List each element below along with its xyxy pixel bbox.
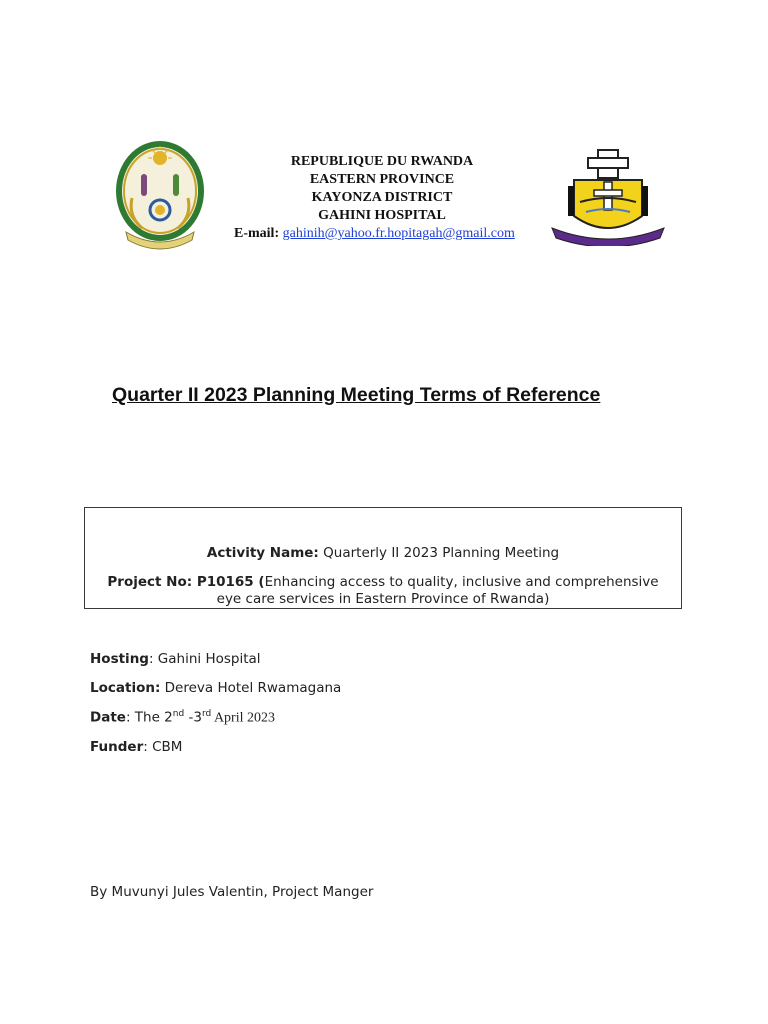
email-line <box>232 225 532 243</box>
hosting-value: : Gahini Hospital <box>148 651 261 667</box>
funder-row <box>90 739 182 755</box>
funder-value: : CBM <box>143 739 183 755</box>
letterhead-line-province: EASTERN PROVINCE <box>309 172 455 187</box>
letterhead-line-district: KAYONZA DISTRICT <box>311 190 453 205</box>
project-row <box>95 574 671 608</box>
date-label: Date <box>90 709 126 726</box>
letterhead <box>232 153 532 243</box>
hosting-label: Hosting <box>90 651 149 667</box>
date-sup-nd: nd <box>172 709 185 719</box>
activity-name-row <box>85 545 681 561</box>
letterhead-line-country: REPUBLIQUE DU RWANDA <box>290 154 474 169</box>
page-title: Quarter II 2023 Planning Meeting Terms of Reference <box>112 384 601 406</box>
activity-name-label: Activity Name: <box>206 545 319 561</box>
email-label: E-mail: <box>234 226 280 241</box>
project-label: Project No: P10165 ( <box>107 574 265 590</box>
hosting-row <box>90 651 261 667</box>
activity-box <box>84 507 682 609</box>
date-mid: -3 <box>184 709 202 726</box>
funder-label: Funder <box>90 739 144 755</box>
location-value: Dereva Hotel Rwamagana <box>160 680 342 696</box>
date-suffix: April 2023 <box>211 710 275 726</box>
date-row <box>90 709 275 727</box>
email-link[interactable]: gahinih@yahoo.fr.hopitagah@gmail.com <box>282 226 515 241</box>
church-cross-emblem-logo <box>544 146 672 246</box>
letterhead-line-hospital: GAHINI HOSPITAL <box>318 208 446 223</box>
location-row <box>90 680 341 696</box>
project-value: Enhancing access to quality, inclusive and comprehensive eye care services in Eastern Province of Rwanda) <box>216 574 659 607</box>
location-label: Location: <box>90 680 161 696</box>
activity-name-value: Quarterly II 2023 Planning Meeting <box>323 545 560 561</box>
author-line: By Muvunyi Jules Valentin, Project Manger <box>90 884 374 900</box>
rwanda-coat-of-arms-logo <box>112 136 208 254</box>
date-prefix: : The 2 <box>125 709 173 726</box>
date-sup-rd: rd <box>201 709 212 719</box>
